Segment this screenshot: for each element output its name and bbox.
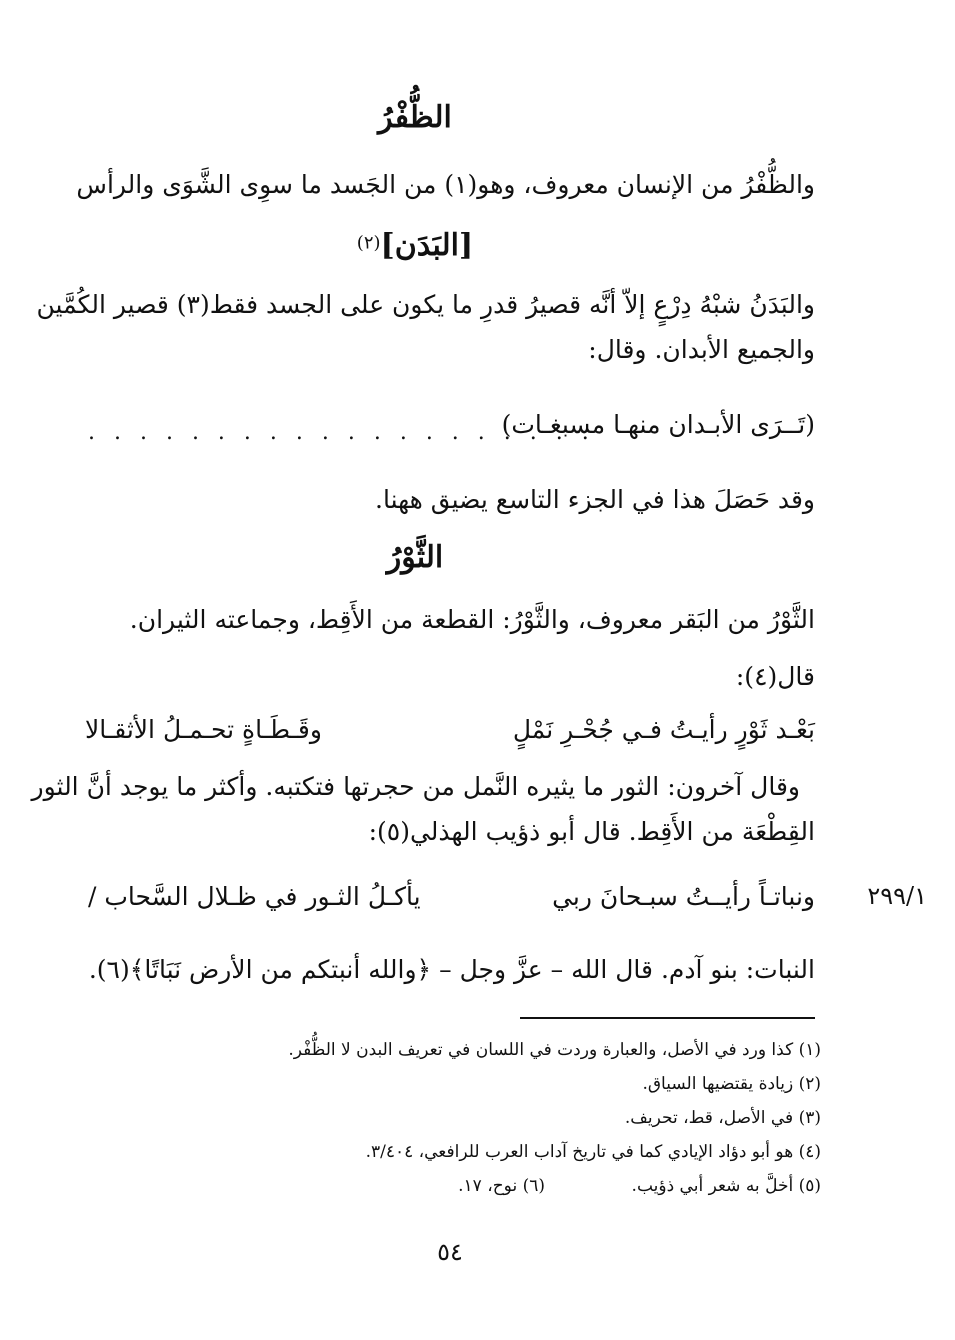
footnote-6: (٦) نوح، ١٧. [458,1176,545,1196]
heading-al-thawr: الثَّوْرُ [386,540,444,575]
footnote-4: (٤) هو أبو دؤاد الإيادي كما في تاريخ آداب العرب للرافعي، ٣/٤٠٤. [365,1142,821,1162]
text-line-2: والبَدَنُ شبْهُ دِرْعٍ إلاّ أنَّه قصيرُ قدرِ ما يكون على الجسد فقط(٣) قصير الكُمَّين [36,290,815,319]
text-line-7: قال(٤): [735,662,815,691]
text-line-6: الثَّوْرُ من البَقر معروف، والثَّوْرُ: القطعة من الأَقِط، وجماعته الثيران. [129,605,815,634]
heading-al-badan-note: (٢) [356,232,381,254]
heading-al-badan: [البَدَن] [380,228,474,263]
text-line-5: وقد حَصَلَ هذا في الجزء التاسع يضيق ههنا. [375,485,815,514]
page-number: ٥٤ [437,1238,463,1266]
margin-page-reference: ٢٩٩/١ [867,882,927,910]
verse-2-second-hemistich: يأكـلُ الثـور في ظـلال السَّحاب / [88,882,421,911]
footnote-3: (٣) في الأصل، قط، تحريف. [624,1108,821,1128]
footnote-separator [520,1017,815,1019]
text-line-1: والظُّفْرُ من الإنسان معروف، وهو(١) من الجَسد ما سوِى الشَّوَى والرأس [76,170,815,199]
verse-fragment: (تَــرَى الأبـدان منهـا مسبغـات) [501,410,815,439]
verse-1-second-hemistich: وقَـطَـاةٍ تحـمـلُ الأثقـالا [85,715,322,744]
verse-1-first-hemistich: بَعْـد ثَوْرٍ رأيـتُ فـي جُحْـرِ نَمْلٍ [512,715,815,744]
heading-al-badan-wrapper [0,228,830,263]
ellipsis-dots: . . . . . . . . . . . . . . . . . . . . [88,420,595,445]
heading-al-zufr: الظُّفْرُ [378,100,452,135]
text-line-3: والجميع الأبدان. وقال: [588,335,815,364]
text-line-10: القِطْعَة من الأَقِط. قال أبو ذؤيب الهذلي(٥): [368,817,815,846]
text-line-12: النبات: بنو آدم. قال الله – عزَّ وجل – ﴿والله أنبتكم من الأرض نَبَاتًا﴾(٦). [88,955,815,984]
text-line-9: وقال آخرون: الثور ما يثيره النَّمل من حجرتها فتكتبه. وأكثر ما يوجد أنَّ الثور [31,772,800,801]
verse-2-first-hemistich: ونباتـاً رأيــتُ سبـحانَ ربي [552,882,815,911]
footnote-2: (٢) زيادة يقتضيها السياق. [642,1074,821,1094]
footnote-1: (١) كذا ورد في الأصل، والعبارة وردت في اللسان في تعريف البدن لا الظُّفْر. [288,1040,821,1060]
footnote-5: (٥) أخلَّ به شعر أبي ذؤيب. [631,1176,821,1196]
